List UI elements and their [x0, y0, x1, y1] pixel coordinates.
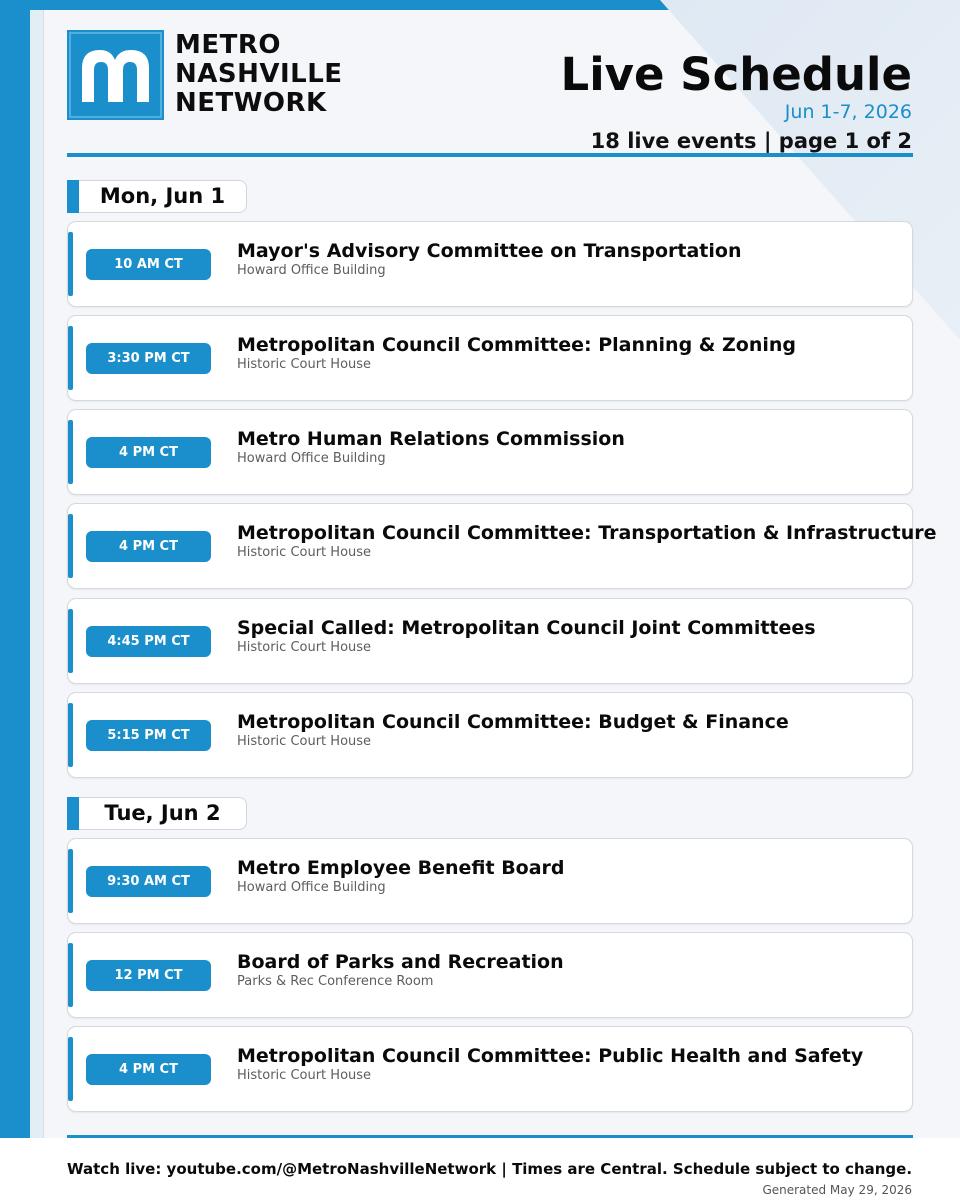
metro-logo-icon	[67, 30, 164, 120]
time-badge: 4 PM CT	[86, 1054, 211, 1085]
time-badge: 4 PM CT	[86, 437, 211, 468]
event-title: Metropolitan Council Committee: Public Health and Safety	[237, 1045, 864, 1067]
event-location: Historic Court House	[237, 545, 372, 560]
event-card[interactable]	[67, 503, 937, 589]
left-accent-stripe	[30, 0, 44, 1138]
event-count: 18 live events | page 1 of 2	[590, 129, 912, 153]
event-location: Howard Office Building	[237, 451, 386, 466]
event-card[interactable]	[67, 221, 913, 307]
event-location: Historic Court House	[237, 1068, 372, 1083]
title-block	[561, 50, 912, 155]
date-range: Jun 1-7, 2026	[784, 101, 912, 123]
card-accent	[68, 420, 73, 484]
event-title: Mayor's Advisory Committee on Transportation	[237, 240, 742, 262]
event-location: Historic Court House	[237, 734, 372, 749]
event-location: Historic Court House	[237, 640, 372, 655]
brand-line-3: NETWORK	[175, 88, 327, 118]
card-accent	[68, 703, 73, 767]
card-accent	[68, 514, 73, 578]
page-title: Live Schedule	[560, 48, 912, 101]
card-accent	[68, 326, 73, 390]
time-badge: 4 PM CT	[86, 531, 211, 562]
left-accent-bar	[0, 0, 30, 1138]
event-location: Parks & Rec Conference Room	[237, 974, 434, 989]
event-title: Board of Parks and Recreation	[237, 951, 564, 973]
event-card[interactable]	[67, 1026, 913, 1112]
event-card[interactable]	[67, 838, 913, 924]
brand-wordmark	[175, 31, 343, 118]
header-divider	[67, 153, 913, 157]
event-title: Metropolitan Council Committee: Transportation & Infrastructure	[237, 522, 937, 544]
time-badge: 5:15 PM CT	[86, 720, 211, 751]
event-card[interactable]	[67, 932, 913, 1018]
event-card[interactable]	[67, 598, 913, 684]
day-label: Tue, Jun 2	[79, 797, 247, 830]
day-header	[67, 797, 247, 830]
brand-line-1: METRO	[175, 30, 281, 60]
day-accent	[67, 180, 79, 213]
event-card[interactable]	[67, 692, 913, 778]
day-header	[67, 180, 247, 213]
event-location: Howard Office Building	[237, 880, 386, 895]
time-badge: 12 PM CT	[86, 960, 211, 991]
card-accent	[68, 609, 73, 673]
time-badge: 4:45 PM CT	[86, 626, 211, 657]
event-location: Howard Office Building	[237, 263, 386, 278]
day-accent	[67, 797, 79, 830]
event-title: Special Called: Metropolitan Council Joint Committees	[237, 617, 816, 639]
card-accent	[68, 849, 73, 913]
event-title: Metro Employee Benefit Board	[237, 857, 565, 879]
card-accent	[68, 232, 73, 296]
event-title: Metropolitan Council Committee: Planning & Zoning	[237, 334, 796, 356]
day-label: Mon, Jun 1	[79, 180, 247, 213]
card-accent	[68, 1037, 73, 1101]
generated-date: Generated May 29, 2026	[762, 1183, 912, 1197]
event-card[interactable]	[67, 315, 913, 401]
brand-line-2: NASHVILLE	[175, 59, 343, 89]
event-title: Metropolitan Council Committee: Budget & Finance	[237, 711, 789, 733]
footer-divider	[67, 1135, 913, 1138]
time-badge: 10 AM CT	[86, 249, 211, 280]
event-card[interactable]	[67, 409, 913, 495]
top-accent-bar	[30, 0, 694, 10]
footer-note: Watch live: youtube.com/@MetroNashvilleNetwork | Times are Central. Schedule subject to change.	[67, 1160, 913, 1178]
card-accent	[68, 943, 73, 1007]
event-location: Historic Court House	[237, 357, 372, 372]
event-title: Metro Human Relations Commission	[237, 428, 625, 450]
time-badge: 3:30 PM CT	[86, 343, 211, 374]
time-badge: 9:30 AM CT	[86, 866, 211, 897]
